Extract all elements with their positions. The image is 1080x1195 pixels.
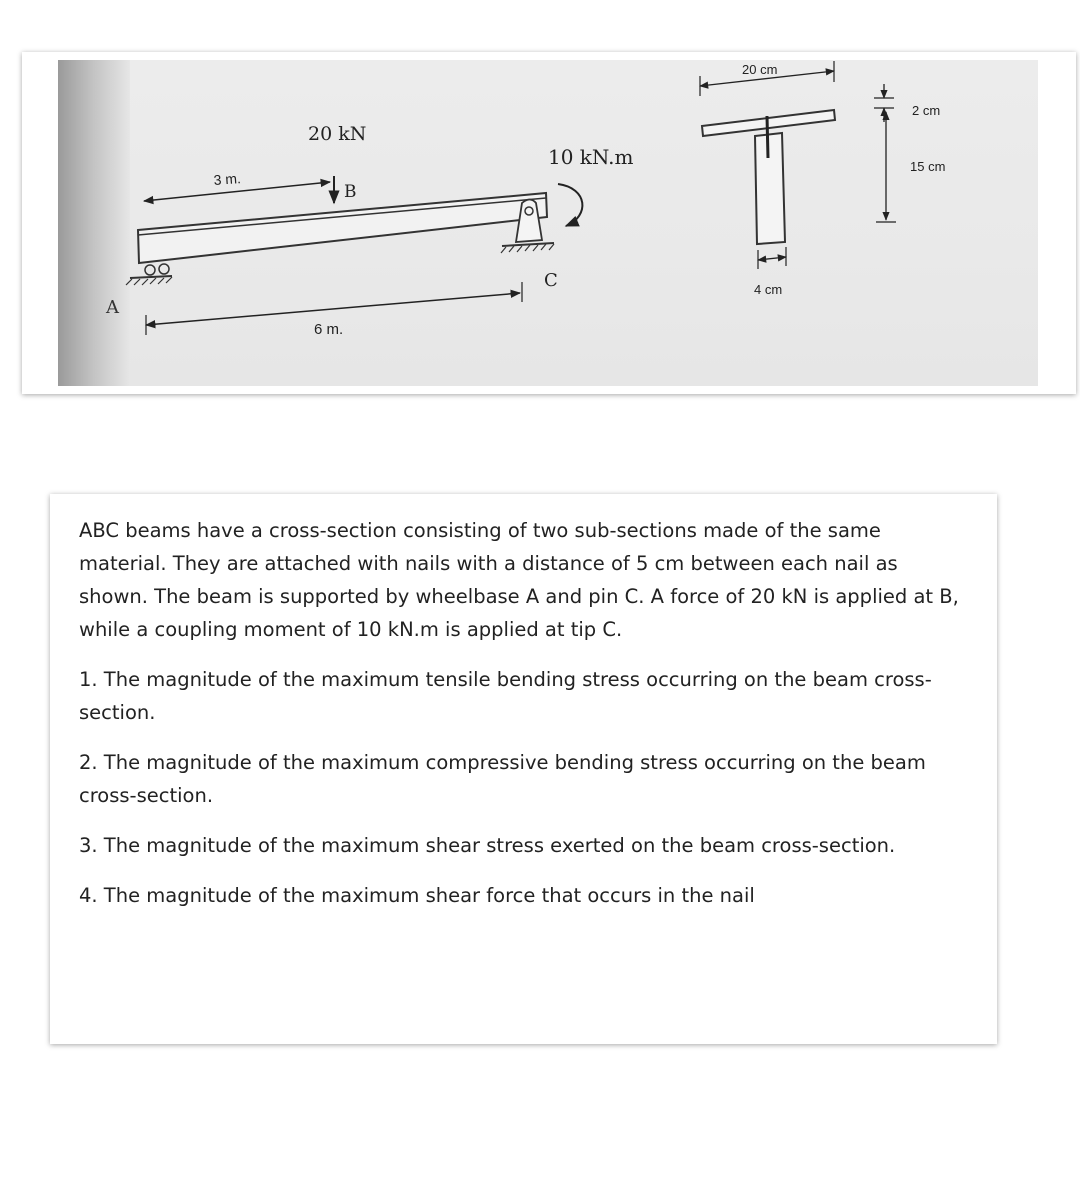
web-height-label: 15 cm (910, 159, 946, 174)
question-1: 1. The magnitude of the maximum tensile bending stress occurring on the beam cross-section. (79, 668, 932, 724)
label-C: C (544, 270, 558, 291)
moment-arrow-C (558, 184, 582, 226)
label-B: B (344, 182, 357, 202)
problem-intro: ABC beams have a cross-section consisting of two sub-sections made of the same material. They are attached with nails with a distance of 5 cm between each nail as shown. The beam is supported by wheelbase A and pin C. A force of 20 kN is applied at B, while a coupling moment of 10 kN.m is applied at tip C. (79, 519, 959, 641)
force-label: 20 kN (308, 123, 367, 145)
problem-card (50, 494, 997, 1044)
web-width-label: 4 cm (754, 282, 783, 297)
figure-card (22, 52, 1076, 394)
cross-section-T (702, 110, 835, 244)
book-binding-shadow (58, 60, 130, 386)
problem-text (79, 514, 959, 929)
beam-figure-photo (58, 60, 1038, 386)
flange-width-label: 20 cm (742, 62, 778, 77)
dimension-web-height (876, 112, 896, 222)
question-3: 3. The magnitude of the maximum shear stress exerted on the beam cross-section. (79, 834, 896, 857)
beam-diagram (58, 60, 1038, 386)
label-A: A (106, 297, 119, 318)
dimension-web-width (758, 247, 786, 269)
roller-support-A (126, 264, 172, 285)
dimension-flange-thickness (874, 84, 894, 122)
dimension-label-3m: 3 m. (213, 170, 242, 188)
moment-label: 10 kN.m (548, 145, 634, 169)
beam (138, 193, 547, 263)
question-2: 2. The magnitude of the maximum compressive bending stress occurring on the beam cross-section. (79, 751, 926, 807)
question-4: 4. The magnitude of the maximum shear force that occurs in the nail (79, 884, 755, 907)
dimension-label-6m: 6 m. (314, 321, 344, 338)
nail (767, 116, 768, 158)
flange-thickness-label: 2 cm (912, 103, 941, 118)
